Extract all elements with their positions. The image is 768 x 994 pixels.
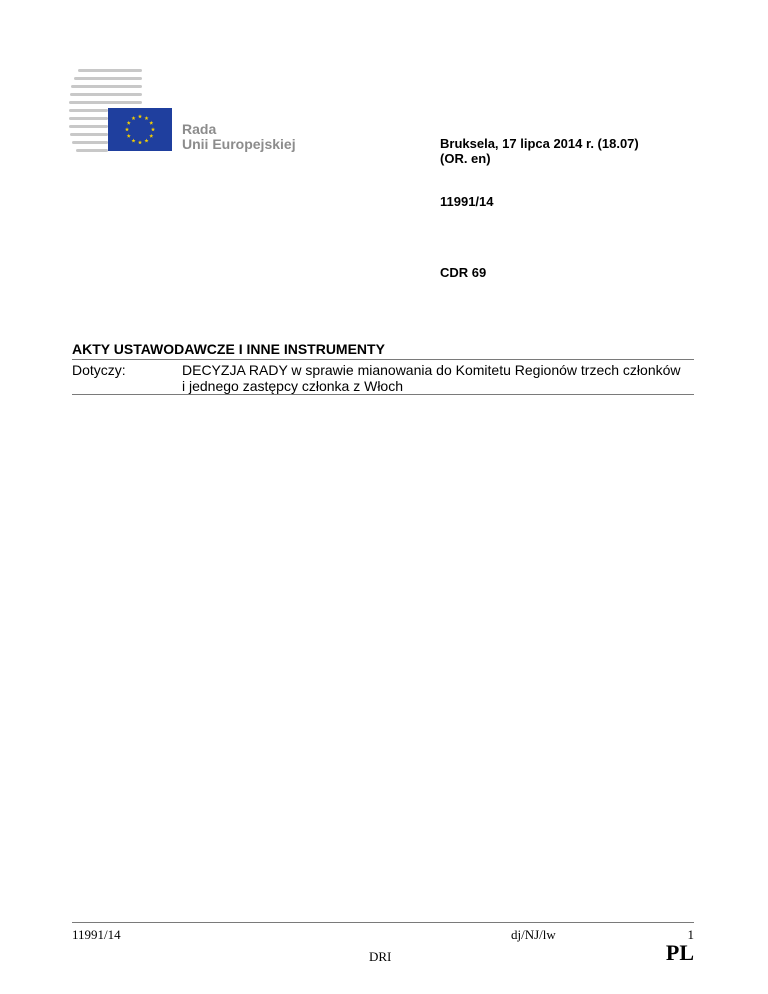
heading-divider bbox=[72, 359, 694, 360]
footer-page-number: 1 bbox=[687, 927, 694, 942]
eu-star-icon bbox=[127, 134, 131, 138]
eu-star-icon bbox=[131, 139, 135, 143]
subject-text: DECYZJA RADY w sprawie mianowania do Komitetu Regionów trzech członków i jednego zastępcy członka z Włoch bbox=[182, 362, 681, 394]
eu-star-icon bbox=[131, 116, 135, 120]
eu-star-icon bbox=[144, 116, 148, 120]
eu-star-icon bbox=[149, 134, 153, 138]
eu-star-icon bbox=[138, 114, 142, 118]
subject-divider bbox=[72, 394, 694, 395]
document-reference: 11991/14 bbox=[440, 194, 494, 209]
institution-name-line2: Unii Europejskiej bbox=[182, 136, 296, 152]
eu-star-icon bbox=[127, 121, 131, 125]
eu-flag-icon bbox=[108, 108, 172, 151]
institution-name bbox=[182, 122, 296, 152]
eu-star-icon bbox=[138, 140, 142, 144]
institution-name-line1: Rada bbox=[182, 121, 217, 137]
footer-department: DRI bbox=[369, 949, 392, 964]
council-logo bbox=[66, 66, 316, 156]
original-language: (OR. en) bbox=[440, 151, 491, 166]
eu-star-icon bbox=[149, 121, 153, 125]
eu-star-icon bbox=[151, 127, 155, 131]
footer-language: PL bbox=[665, 940, 694, 965]
document-code: CDR 69 bbox=[440, 265, 487, 280]
subject-label: Dotyczy: bbox=[72, 362, 126, 378]
section-heading: AKTY USTAWODAWCZE I INNE INSTRUMENTY bbox=[72, 341, 385, 357]
eu-star-icon bbox=[125, 127, 129, 131]
eu-star-icon bbox=[144, 139, 148, 143]
footer-reference: 11991/14 bbox=[72, 927, 121, 942]
footer-initials: dj/NJ/lw bbox=[511, 927, 556, 942]
document-date: Bruksela, 17 lipca 2014 r. (18.07) bbox=[440, 136, 639, 151]
footer-divider bbox=[72, 922, 694, 923]
